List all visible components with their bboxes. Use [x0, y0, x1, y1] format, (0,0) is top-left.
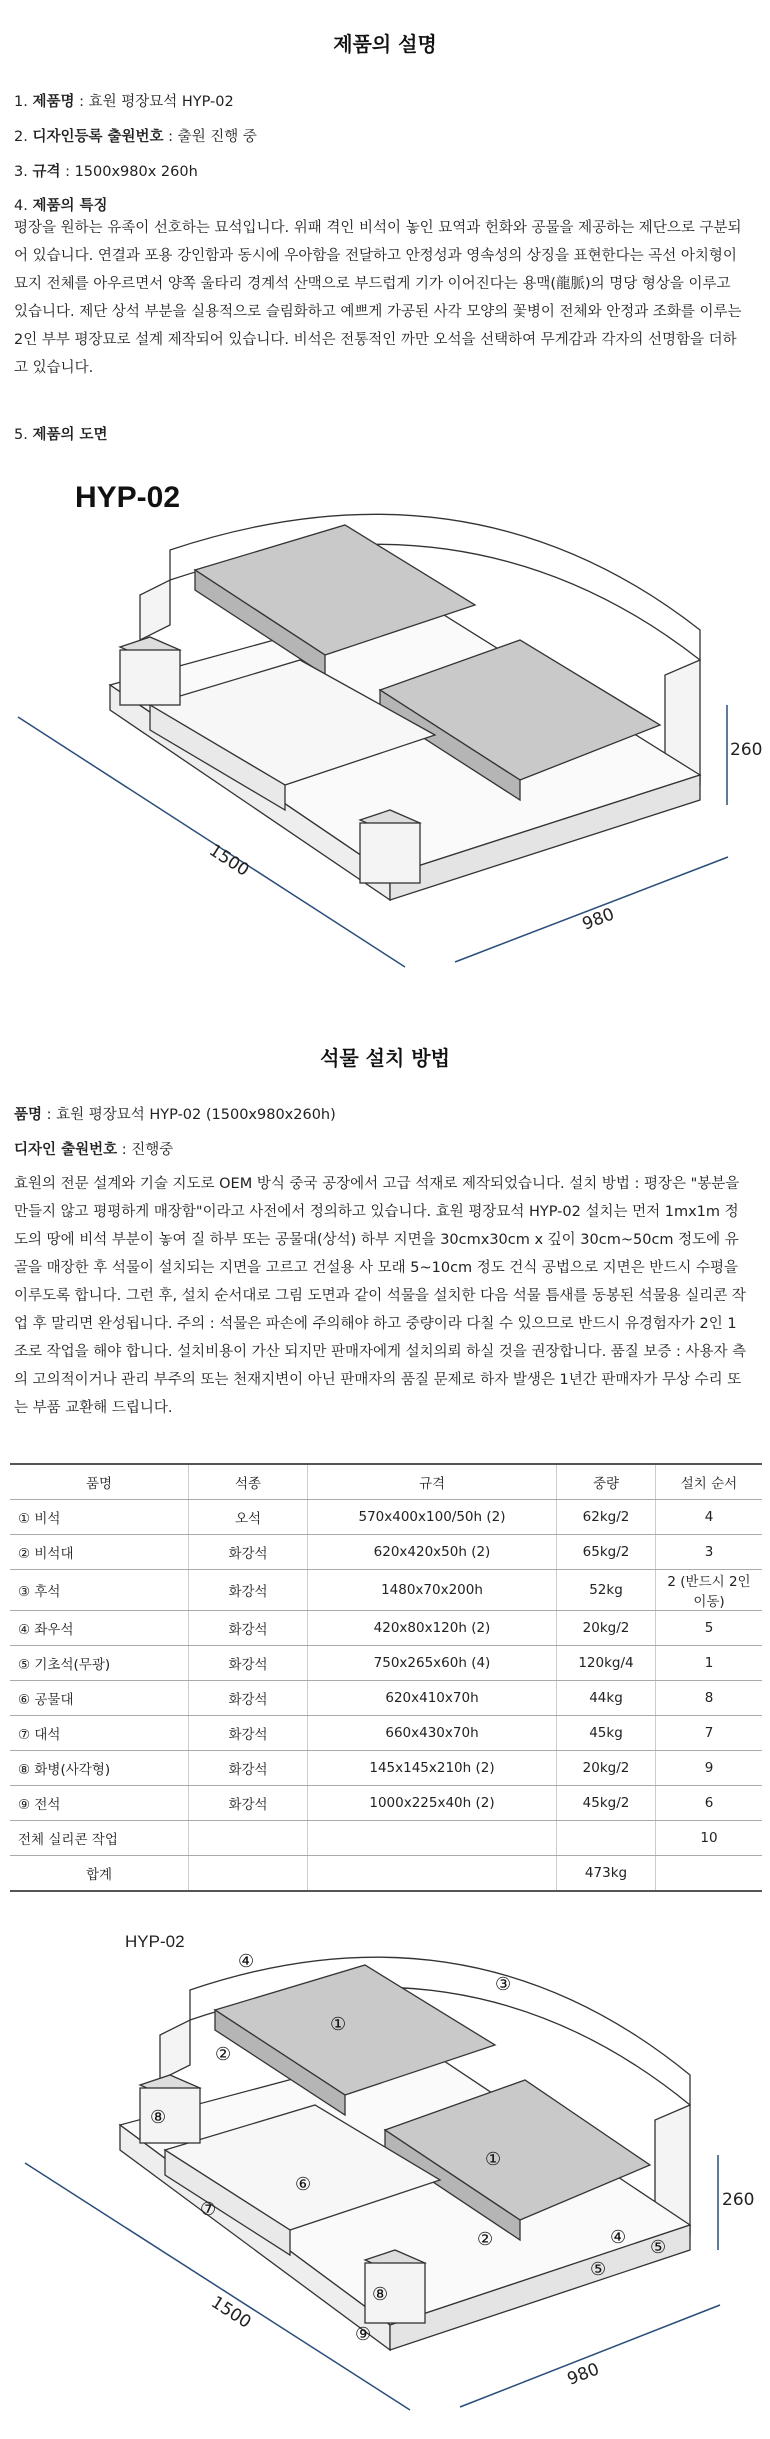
vase-left: [120, 650, 180, 705]
cell-order: 3: [656, 1535, 763, 1570]
cell-weight: 45kg: [557, 1716, 656, 1751]
item-number: 3.: [14, 164, 28, 180]
cell-size: 570x400x100/50h (2): [308, 1500, 557, 1535]
total-label: 합계: [10, 1856, 189, 1892]
table-row: [10, 1646, 762, 1681]
left-side-stone: [140, 580, 170, 640]
item-number: 1.: [14, 94, 28, 110]
installation-product-name: [14, 1105, 336, 1125]
cell-size: 145x145x210h (2): [308, 1751, 557, 1786]
cell-name: ⑤ 기초석(무광): [10, 1646, 189, 1681]
cell-order: 10: [656, 1821, 763, 1856]
item-product-name: [14, 92, 234, 112]
table-row: [10, 1535, 762, 1570]
item-value: : 효원 평장묘석 HYP-02: [74, 94, 234, 110]
dimension-width-label: 980: [564, 2359, 603, 2390]
cell-order: 9: [656, 1751, 763, 1786]
cell-stone: 화강석: [189, 1786, 308, 1821]
cell-stone: 화강석: [189, 1646, 308, 1681]
callout-7: ⑦: [200, 2199, 217, 2220]
cell-weight: 20kg/2: [557, 1751, 656, 1786]
cell-name: ② 비석대: [10, 1535, 189, 1570]
table-row: [10, 1821, 762, 1856]
cell-stone: 화강석: [189, 1681, 308, 1716]
cell-order: 7: [656, 1716, 763, 1751]
table-row: [10, 1570, 762, 1611]
product-drawing-1: [0, 455, 770, 985]
cell-stone: 화강석: [189, 1716, 308, 1751]
cell-order: 5: [656, 1611, 763, 1646]
callout-6: ⑥: [295, 2174, 312, 2195]
cell-size: 620x420x50h (2): [308, 1535, 557, 1570]
dimension-width-label: 980: [579, 904, 618, 935]
cell-size: 1000x225x40h (2): [308, 1786, 557, 1821]
column-header: 품명: [10, 1464, 189, 1500]
dimension-length-label: 1500: [207, 2292, 255, 2333]
dimension-height-label: 260: [730, 740, 763, 760]
section-title-installation: 석물 설치 방법: [320, 1046, 450, 1070]
column-header: 설치 순서: [656, 1464, 763, 1500]
item-number: 5.: [14, 427, 28, 443]
cell-name: ⑥ 공물대: [10, 1681, 189, 1716]
table-row: [10, 1500, 762, 1535]
cell-order: 1: [656, 1646, 763, 1681]
cell-name: ③ 후석: [10, 1570, 189, 1611]
cell-order: 8: [656, 1681, 763, 1716]
item-label: 규격: [32, 164, 61, 180]
column-header: 중량: [557, 1464, 656, 1500]
cell-weight: 44kg: [557, 1681, 656, 1716]
cell-order: 6: [656, 1786, 763, 1821]
callout-1-right: ①: [485, 2149, 502, 2170]
cell-size: 660x430x70h: [308, 1716, 557, 1751]
drawing-model-label: HYP-02: [125, 1932, 185, 1951]
callout-5-right: ⑤: [650, 2237, 667, 2258]
item-drawing-heading: [14, 425, 108, 445]
table-row: [10, 1611, 762, 1646]
cell-name: ① 비석: [10, 1500, 189, 1535]
item-features-heading: [14, 196, 108, 216]
column-header: 규격: [308, 1464, 557, 1500]
cell-size: 1480x70x200h: [308, 1570, 557, 1611]
cell-stone: 화강석: [189, 1570, 308, 1611]
callout-9: ⑨: [355, 2324, 372, 2345]
cell-weight: 52kg: [557, 1570, 656, 1611]
item-label: 디자인등록 출원번호: [32, 129, 164, 145]
cell-size: 750x265x60h (4): [308, 1646, 557, 1681]
total-weight: 473kg: [557, 1856, 656, 1892]
cell-name: 전체 실리콘 작업: [10, 1821, 189, 1856]
item-label: 제품의 도면: [32, 427, 108, 443]
table-row: [10, 1716, 762, 1751]
item-label: 제품명: [32, 94, 75, 110]
cell-stone: 화강석: [189, 1751, 308, 1786]
cell-stone: 화강석: [189, 1535, 308, 1570]
cell-weight: [557, 1821, 656, 1856]
dimension-line-width: [455, 857, 728, 962]
section-title-description: 제품의 설명: [333, 32, 437, 56]
product-name-value: : 효원 평장묘석 HYP-02 (1500x980x260h): [42, 1107, 336, 1123]
item-size: [14, 162, 198, 182]
left-side-stone: [160, 2020, 190, 2080]
table-row: [10, 1751, 762, 1786]
installation-design-number: [14, 1140, 173, 1160]
column-header: 석종: [189, 1464, 308, 1500]
cell-size: 620x410x70h: [308, 1681, 557, 1716]
cell-order: 2 (반드시 2인 이동): [656, 1570, 763, 1611]
table-row: [10, 1681, 762, 1716]
cell-name: ⑨ 전석: [10, 1786, 189, 1821]
vase-left: [140, 2088, 200, 2143]
table-header-row: [10, 1464, 762, 1500]
cell-size: 420x80x120h (2): [308, 1611, 557, 1646]
product-drawing-2: [0, 1905, 770, 2435]
table-total-row: [10, 1856, 762, 1892]
drawing-model-label: HYP-02: [75, 481, 181, 514]
table-row: [10, 1786, 762, 1821]
callout-8-right: ⑧: [372, 2284, 389, 2305]
cell-stone: 오석: [189, 1500, 308, 1535]
parts-table: [10, 1463, 762, 1892]
design-number-value: : 진행중: [117, 1142, 174, 1158]
cell-weight: 20kg/2: [557, 1611, 656, 1646]
callout-3: ③: [495, 1974, 512, 1995]
dimension-line-width: [460, 2305, 720, 2407]
cell-order: 4: [656, 1500, 763, 1535]
item-design-registration: [14, 127, 257, 147]
callout-4-left: ④: [238, 1951, 255, 1972]
cell-name: ④ 좌우석: [10, 1611, 189, 1646]
cell-weight: 120kg/4: [557, 1646, 656, 1681]
item-number: 4.: [14, 198, 28, 214]
cell-stone: 화강석: [189, 1611, 308, 1646]
dimension-length-label: 1500: [205, 840, 253, 881]
item-label: 제품의 특징: [32, 198, 108, 214]
cell-weight: 45kg/2: [557, 1786, 656, 1821]
callout-1-left: ①: [330, 2014, 347, 2035]
features-paragraph: 평장을 원하는 유족이 선호하는 묘석입니다. 위패 격인 비석이 놓인 묘역과 헌화와 공물을 제공하는 제단으로 구분되어 있습니다. 연결과 포용 강인함과 동시에 우아함을 전달하고 안정성과 영속성의 상징을 표현한다는 곡선 아치형이 묘지 전체를 아우르면서 양쪽 울타리 경계석 산맥으로 부드럽게 기가 이어진다는 용맥(龍脈)의 명당 형상을 이루고 있습니다. 제단 상석 부분을 실용적으로 슬림화하고 예쁘게 가공된 사각 모양의 꽃병이 전체와 안정과 조화를 이루는 2인 부부 평장묘로 설계 제작되어 있습니다. 비석은 전통적인 까만 오석을 선택하여 무게감과 각자의 선명함을 더하고 있습니다.: [14, 220, 742, 376]
design-number-label: 디자인 출원번호: [14, 1142, 118, 1158]
callout-2-left: ②: [215, 2044, 232, 2065]
item-value: : 출원 진행 중: [163, 129, 257, 145]
callout-2-right: ②: [477, 2229, 494, 2250]
cell-name: ⑧ 화병(사각형): [10, 1751, 189, 1786]
vase-right: [360, 823, 420, 883]
callout-5-front: ⑤: [590, 2259, 607, 2280]
cell-weight: 65kg/2: [557, 1535, 656, 1570]
item-value: : 1500x980x 260h: [60, 164, 198, 180]
product-name-label: 품명: [14, 1107, 43, 1123]
dimension-height-label: 260: [722, 2190, 755, 2210]
cell-size: [308, 1821, 557, 1856]
cell-weight: 62kg/2: [557, 1500, 656, 1535]
item-number: 2.: [14, 129, 28, 145]
callout-8-left: ⑧: [150, 2107, 167, 2128]
cell-stone: [189, 1821, 308, 1856]
installation-paragraph: 효원의 전문 설계와 기술 지도로 OEM 방식 중국 공장에서 고급 석재로 제작되었습니다. 설치 방법 : 평장은 "봉분을 만들지 않고 평평하게 매장함"이라고 사전에서 정의하고 있습니다. 효원 평장묘석 HYP-02 설치는 먼저 1mx1m 정도의 땅에 비석 부분이 놓여 질 하부 또는 공물대(상석) 하부 지면을 30cmx30cm x 깊이 30cm~50cm 정도에 유골을 매장한 후 석물이 설치되는 지면을 고르고 건설용 사 모래 5~10cm 정도 건식 공법으로 지면은 반드시 수평을 이루도록 합니다. 그런 후, 설치 순서대로 그림 도면과 같이 석물을 설치한 다음 석물 틈새를 동봉된 석물용 실리콘 작업 후 말리면 완성됩니다. 주의 : 석물은 파손에 주의해야 하고 중량이라 다칠 수 있으므로 반드시 유경험자가 2인 1조로 작업을 해야 합니다. 설치비용이 가산 되지만 판매자에게 설치의뢰 하실 것을 권장합니다. 품질 보증 : 사용자 측의 고의적이거나 관리 부주의 또는 천재지변이 아닌 판매자의 품질 문제로 하자 발생은 1년간 판매자가 무상 수리 또는 부품 교환해 드립니다.: [14, 1176, 747, 1416]
cell-name: ⑦ 대석: [10, 1716, 189, 1751]
callout-4-right: ④: [610, 2227, 627, 2248]
